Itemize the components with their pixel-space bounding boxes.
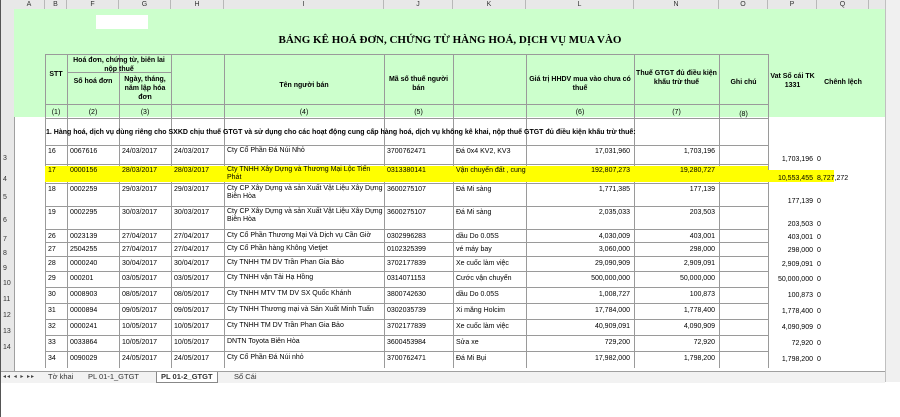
col-header-p[interactable]: P — [768, 0, 817, 9]
cell-tax-code[interactable]: 3702177839 — [387, 260, 426, 267]
cell-vat[interactable]: 1,703,196 — [683, 148, 715, 155]
cell-vat-ledger[interactable]: 403,001 — [787, 234, 813, 241]
cell-difference[interactable]: 8,727,272 — [817, 175, 849, 182]
index-cell: (8) — [739, 111, 748, 118]
grid-line — [45, 303, 768, 304]
cell-invoice-number[interactable]: 0067616 — [70, 148, 98, 155]
cell-vat-ledger[interactable]: 1,778,400 — [781, 308, 813, 315]
cell-date[interactable]: 30/04/2017 — [174, 260, 210, 267]
cell-vat[interactable]: 4,090,909 — [683, 323, 715, 330]
grid-line — [45, 271, 768, 272]
cell-date[interactable]: 09/05/2017 — [174, 307, 210, 314]
cell-invoice-date[interactable]: 30/04/2017 — [122, 260, 158, 267]
cell-vat-ledger[interactable]: 10,553,455 — [777, 175, 813, 182]
cell-stt[interactable]: 29 — [48, 275, 56, 282]
cell-goods[interactable]: Đá Mi sàng — [456, 209, 492, 216]
cell-vat-ledger[interactable]: 100,873 — [787, 292, 813, 299]
cell-vat-ledger[interactable]: 177,139 — [787, 198, 813, 205]
blank-area — [0, 383, 900, 417]
row-header[interactable]: 6 — [3, 217, 7, 224]
report-title: BẢNG KÊ HOÁ ĐƠN, CHỨNG TỪ HÀNG HOÁ, DỊCH VỤ MUA VÀO — [278, 34, 622, 46]
cell-vat[interactable]: 403,001 — [689, 233, 715, 240]
grid-line — [45, 145, 768, 146]
cell-invoice-number[interactable]: 0008903 — [70, 291, 98, 298]
cell-goods[interactable]: Xi măng Holcim — [456, 307, 506, 314]
col-header-q[interactable]: Q — [817, 0, 869, 9]
cell-invoice-number[interactable]: 0090029 — [70, 355, 98, 362]
cell-vat-ledger[interactable]: 72,920 — [791, 340, 813, 347]
col-header-k[interactable]: K — [453, 0, 526, 9]
cell-stt[interactable]: 19 — [48, 209, 56, 216]
cell-invoice-date[interactable]: 10/05/2017 — [122, 339, 158, 346]
cell-vat-ledger[interactable]: 50,000,000 — [777, 276, 813, 283]
cell-goods[interactable]: vé máy bay — [456, 246, 492, 253]
cell-goods-value[interactable]: 2,035,033 — [598, 209, 630, 216]
cell-stt[interactable]: 16 — [48, 148, 56, 155]
cell-vat-ledger[interactable]: 298,000 — [787, 247, 813, 254]
cell-goods[interactable]: Đá Mi sàng — [456, 186, 492, 193]
cell-date[interactable]: 29/03/2017 — [174, 186, 210, 193]
cell-goods[interactable]: Xe cuốc làm việc — [456, 323, 509, 330]
index-cell: (1) — [51, 109, 61, 116]
grid-line — [45, 287, 768, 288]
cell-tax-code[interactable]: 0314071153 — [387, 275, 426, 282]
index-cell: (3) — [140, 109, 150, 116]
cell-seller-name[interactable]: Cty Cổ Phần hàng Không Vietjet — [227, 245, 328, 252]
col-header-b[interactable]: B — [45, 0, 67, 9]
cell-goods[interactable]: Cước vận chuyển — [456, 275, 512, 282]
cell-seller-name[interactable]: Cty CP Xây Dựng và sản Xuất Vật Liệu Xây Dựng Biên Hòa — [227, 185, 383, 200]
header-seller-name: Tên người bán — [279, 82, 329, 89]
cell-difference[interactable]: 0 — [817, 156, 821, 163]
grid-line — [45, 183, 768, 184]
cell-invoice-number[interactable]: 000201 — [70, 275, 94, 282]
cell-invoice-date[interactable]: 24/03/2017 — [122, 148, 158, 155]
cell-goods[interactable]: Đá 0x4 KV2, KV3 — [456, 148, 511, 155]
cell-vat[interactable]: 1,798,200 — [683, 355, 715, 362]
cell-stt[interactable]: 28 — [48, 260, 56, 267]
tab-nav-arrows-icon[interactable]: ◂◂ ◂ ▸ ▸▸ — [3, 374, 36, 380]
grid-line — [45, 256, 768, 257]
cell-vat[interactable]: 2,909,091 — [683, 260, 715, 267]
grid-line — [45, 54, 768, 55]
grid-line — [45, 242, 768, 243]
grid-line — [768, 54, 769, 145]
cell-tax-code[interactable]: 3702177839 — [387, 323, 426, 330]
cell-goods[interactable]: Vận chuyển đất , cung — [456, 167, 526, 174]
cell-stt[interactable]: 33 — [48, 339, 56, 346]
cell-tax-code[interactable]: 3700762471 — [387, 148, 426, 155]
cell-tax-code[interactable]: 3600275107 — [387, 186, 426, 193]
cell-invoice-number[interactable]: 2504255 — [70, 246, 98, 253]
cell-invoice-number[interactable]: 0000156 — [70, 167, 98, 174]
cell-date[interactable]: 08/05/2017 — [174, 291, 210, 298]
cell-invoice-date[interactable]: 03/05/2017 — [122, 275, 158, 282]
cell-seller-name[interactable]: Cty TNHH MTV TM DV SX Quốc Khánh — [227, 290, 352, 297]
cell-vat-ledger[interactable]: 1,703,196 — [781, 156, 813, 163]
index-cell: (2) — [88, 109, 98, 116]
sheet-tab-bar — [0, 371, 885, 383]
cell-date[interactable]: 27/04/2017 — [174, 233, 210, 240]
cell-invoice-date[interactable]: 28/03/2017 — [122, 167, 158, 174]
col-header-g[interactable]: G — [119, 0, 171, 9]
cell-vat[interactable]: 72,920 — [693, 339, 715, 346]
cell-vat[interactable]: 19,280,727 — [679, 167, 715, 174]
cell-difference[interactable]: 0 — [817, 292, 821, 299]
cell-invoice-date[interactable]: 30/03/2017 — [122, 209, 158, 216]
cell-stt[interactable]: 18 — [48, 186, 56, 193]
cell-seller-name[interactable]: DNTN Toyota Biên Hòa — [227, 338, 300, 345]
row-header[interactable]: 7 — [3, 236, 7, 243]
cell-goods-value[interactable]: 17,982,000 — [594, 355, 630, 362]
tab-pl-01-2[interactable]: PL 01-2_GTGT — [156, 372, 218, 383]
cell-seller-name[interactable]: Cty TNHH Thương mại và Sản Xuất Minh Tuấn — [227, 306, 374, 313]
cell-vat-ledger[interactable]: 2,909,091 — [781, 261, 813, 268]
cell-difference[interactable]: 0 — [817, 198, 821, 205]
cell-date[interactable]: 24/05/2017 — [174, 355, 210, 362]
row-header[interactable]: 11 — [3, 296, 11, 303]
row-header[interactable]: 8 — [3, 250, 7, 257]
cell-seller-name[interactable]: Cty TNHH Xây Dựng và Thương Mại Lộc Tiến Phát — [227, 166, 371, 181]
cell-stt[interactable]: 26 — [48, 233, 56, 240]
cell-goods-value[interactable]: 29,090,909 — [594, 260, 630, 267]
cell-goods-value[interactable]: 17,784,000 — [594, 307, 630, 314]
header-stt: STT — [49, 71, 63, 78]
cell-seller-name[interactable]: Cty CP Xây Dựng và sản Xuất Vật Liệu Xây Dựng Biên Hòa — [227, 208, 383, 223]
cell-invoice-number[interactable]: 0002259 — [70, 186, 98, 193]
cell-goods[interactable]: Sửa xe — [456, 339, 479, 346]
cell-tax-code[interactable]: 3800742630 — [387, 291, 426, 298]
cell-invoice-date[interactable]: 29/03/2017 — [122, 186, 158, 193]
cell-date[interactable]: 10/05/2017 — [174, 339, 210, 346]
cell-invoice-date[interactable]: 27/04/2017 — [122, 246, 158, 253]
cell-date[interactable]: 30/03/2017 — [174, 209, 210, 216]
header-difference: Chênh lệch — [824, 79, 862, 86]
cell-vat-ledger[interactable]: 1,798,200 — [781, 356, 813, 363]
header-tax-code: Mã số thuế người bán — [388, 76, 449, 92]
cell-goods-value[interactable]: 4,030,009 — [598, 233, 630, 240]
cell-seller-name[interactable]: Cty Cổ Phần Thương Mại Và Dịch vụ Cần Giờ — [227, 232, 372, 239]
cell-vat-ledger[interactable]: 203,503 — [787, 221, 813, 228]
grid-line — [45, 206, 768, 207]
cell-vat[interactable]: 100,873 — [689, 291, 715, 298]
section-heading: 1. Hàng hoá, dịch vụ dùng riêng cho SXKD chịu thuế GTGT và sử dụng cho các hoạt động cung cấp hàng hoá, dịch vụ không kê khai, nộp thuế GTGT đủ điều kiện khấu trừ thuế: — [46, 129, 636, 136]
cell-goods-value[interactable]: 3,060,000 — [598, 246, 630, 253]
row-header[interactable]: 13 — [3, 328, 11, 335]
grid-line — [45, 319, 768, 320]
cell-goods[interactable]: dầu Do 0.05S — [456, 233, 499, 240]
cell-vat[interactable]: 50,000,000 — [679, 275, 715, 282]
vertical-scrollbar[interactable] — [885, 0, 900, 382]
col-header-o[interactable]: O — [719, 0, 768, 9]
cell-difference[interactable]: 0 — [817, 261, 821, 268]
row-header-bar — [0, 9, 15, 371]
cell-invoice-date[interactable]: 09/05/2017 — [122, 307, 158, 314]
cell-seller-name[interactable]: Cty TNHH TM DV Trần Phan Gia Bảo — [227, 322, 344, 329]
header-invoice-group: Hoá đơn, chứng từ, biên lai nộp thuế — [73, 57, 165, 73]
col-header-n[interactable]: N — [634, 0, 719, 9]
col-header-l[interactable]: L — [526, 0, 634, 9]
tab-pl-01-1[interactable]: PL 01-1_GTGT — [88, 372, 139, 381]
cell-tax-code[interactable]: 3700762471 — [387, 355, 426, 362]
cell-invoice-number[interactable]: 0002295 — [70, 209, 98, 216]
cell-stt[interactable]: 30 — [48, 291, 56, 298]
cell-goods-value[interactable]: 729,200 — [604, 339, 630, 346]
grid-line — [45, 164, 768, 165]
cell-stt[interactable]: 27 — [48, 246, 56, 253]
cell-goods[interactable]: Đá Mi Bụi — [456, 355, 487, 362]
tab-so-cai[interactable]: Sổ Cái — [234, 372, 257, 381]
cell-vat[interactable]: 1,778,400 — [683, 307, 715, 314]
cell-tax-code[interactable]: 3600275107 — [387, 209, 426, 216]
row-header[interactable]: 5 — [3, 194, 7, 201]
cell-difference[interactable]: 0 — [817, 247, 821, 254]
header-note: Ghi chú — [730, 79, 757, 86]
index-cell: (5) — [414, 109, 423, 116]
cell-goods-value[interactable]: 1,008,727 — [598, 291, 630, 298]
cell-difference[interactable]: 0 — [817, 221, 821, 228]
grid-line — [45, 351, 768, 352]
header-invoice-date: Ngày, tháng, năm lập hóa đơn — [124, 76, 166, 101]
cell-goods[interactable]: dầu Do 0.05S — [456, 291, 499, 298]
cell-invoice-number[interactable]: 0000241 — [70, 323, 98, 330]
cell-goods-value[interactable]: 1,771,385 — [598, 186, 630, 193]
header-goods-value: Giá trị HHDV mua vào chưa có thuế — [529, 76, 631, 92]
cell-difference[interactable]: 0 — [817, 356, 821, 363]
cell-invoice-date[interactable]: 08/05/2017 — [122, 291, 158, 298]
row-header[interactable]: 4 — [3, 176, 7, 183]
col-header-h[interactable]: H — [171, 0, 224, 9]
cell-invoice-date[interactable]: 10/05/2017 — [122, 323, 158, 330]
cell-seller-name[interactable]: Cty TNHH vận Tải Hạ Hồng — [227, 274, 314, 281]
cell-difference[interactable]: 0 — [817, 324, 821, 331]
grid-line — [45, 118, 768, 119]
col-header-i[interactable]: I — [224, 0, 384, 9]
cell-tax-code[interactable]: 0302996283 — [387, 233, 426, 240]
cell-stt[interactable]: 31 — [48, 307, 56, 314]
cell-vat[interactable]: 298,000 — [689, 246, 715, 253]
grid-line — [45, 335, 768, 336]
cell-difference[interactable]: 0 — [817, 276, 821, 283]
cell-seller-name[interactable]: Cty TNHH TM DV Trần Phan Gia Bảo — [227, 259, 344, 266]
window-frame-left — [0, 0, 1, 417]
cell-date[interactable]: 28/03/2017 — [174, 167, 210, 174]
cell-stt[interactable]: 34 — [48, 355, 56, 362]
cell-difference[interactable]: 0 — [817, 340, 821, 347]
cell-invoice-number[interactable]: 0000240 — [70, 260, 98, 267]
cell-tax-code[interactable]: 0313380141 — [387, 167, 426, 174]
cell-invoice-number[interactable]: 0033864 — [70, 339, 98, 346]
cell-date[interactable]: 10/05/2017 — [174, 323, 210, 330]
cell-invoice-date[interactable]: 24/05/2017 — [122, 355, 158, 362]
white-cell-patch — [96, 15, 148, 29]
cell-seller-name[interactable]: Cty Cổ Phần Đá Núi nhỏ — [227, 354, 304, 361]
cell-difference[interactable]: 0 — [817, 234, 821, 241]
cell-stt[interactable]: 32 — [48, 323, 56, 330]
cell-goods[interactable]: Xe cuốc làm việc — [456, 260, 509, 267]
header-vat-deductible: Thuế GTGT đủ điều kiện khấu trừ thuế — [636, 70, 717, 86]
cell-goods-value[interactable]: 192,807,273 — [591, 167, 630, 174]
index-cell: (4) — [299, 109, 309, 116]
cell-goods-value[interactable]: 40,909,091 — [594, 323, 630, 330]
cell-tax-code[interactable]: 0102325399 — [387, 246, 426, 253]
header-invoice-number: Số hoá đơn — [73, 78, 113, 85]
col-header-a[interactable]: A — [14, 0, 45, 9]
cell-tax-code[interactable]: 3600453984 — [387, 339, 426, 346]
index-cell: (6) — [575, 109, 585, 116]
cell-invoice-number[interactable]: 0000894 — [70, 307, 98, 314]
cell-stt[interactable]: 17 — [48, 167, 56, 174]
header-vat-ledger: Vat Sổ cái TK 1331 — [770, 73, 815, 89]
row-header[interactable]: 3 — [3, 155, 7, 162]
cell-vat[interactable]: 177,139 — [689, 186, 715, 193]
row-header[interactable]: 9 — [3, 265, 7, 272]
cell-difference[interactable]: 0 — [817, 308, 821, 315]
grid-line — [45, 229, 768, 230]
cell-invoice-number[interactable]: 0023139 — [70, 233, 98, 240]
cell-vat-ledger[interactable]: 4,090,909 — [781, 324, 813, 331]
col-header-f[interactable]: F — [67, 0, 119, 9]
cell-date[interactable]: 24/03/2017 — [174, 148, 210, 155]
cell-date[interactable]: 03/05/2017 — [174, 275, 210, 282]
cell-invoice-date[interactable]: 27/04/2017 — [122, 233, 158, 240]
cell-date[interactable]: 27/04/2017 — [174, 246, 210, 253]
cell-goods-value[interactable]: 500,000,000 — [591, 275, 630, 282]
cell-vat[interactable]: 203,503 — [689, 209, 715, 216]
tab-to-khai[interactable]: Tờ khai — [48, 372, 74, 381]
col-header-j[interactable]: J — [384, 0, 453, 9]
cell-goods-value[interactable]: 17,031,960 — [594, 148, 630, 155]
row-header[interactable]: 14 — [3, 344, 11, 351]
cell-seller-name[interactable]: Cty Cổ Phần Đá Núi Nhỏ — [227, 147, 305, 154]
cell-tax-code[interactable]: 0302035739 — [387, 307, 426, 314]
row-header[interactable]: 12 — [3, 312, 11, 319]
row-header[interactable]: 10 — [3, 280, 11, 287]
index-cell: (7) — [672, 109, 681, 116]
